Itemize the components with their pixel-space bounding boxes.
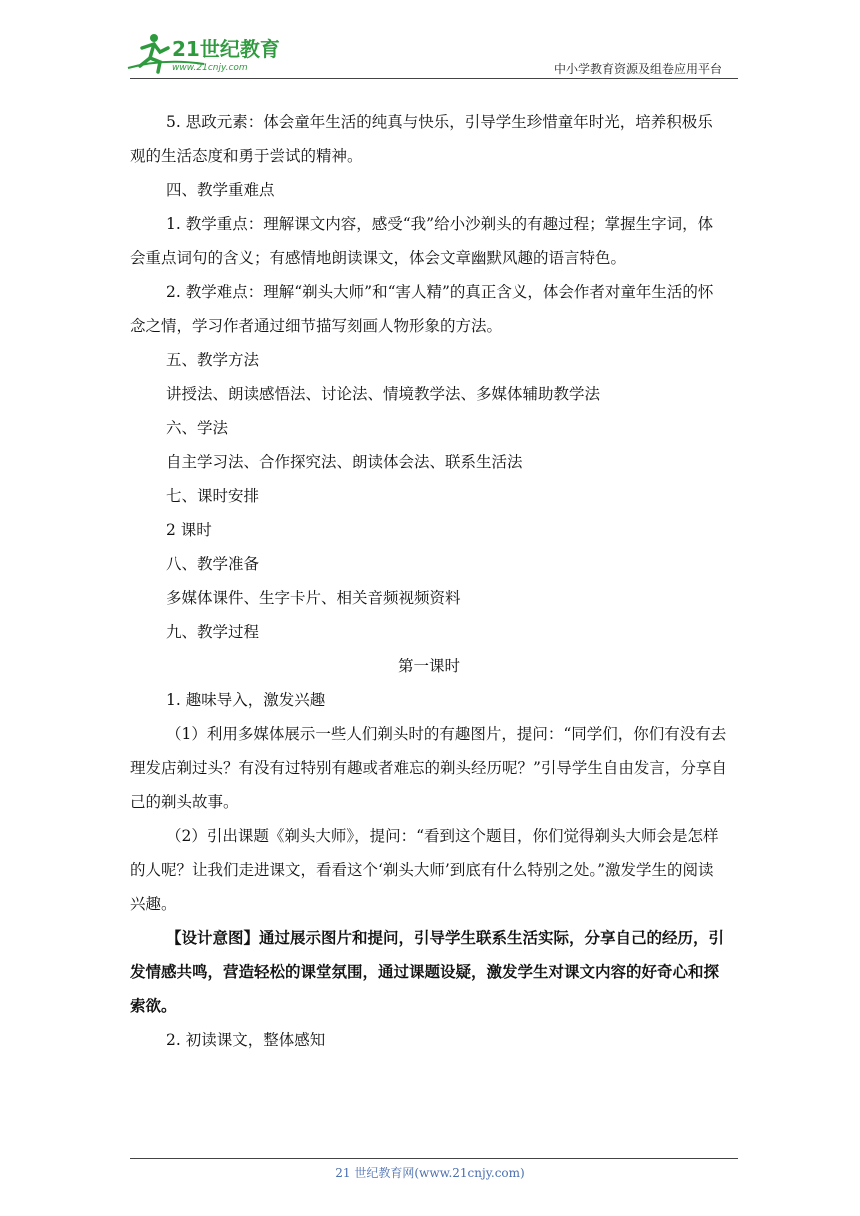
heading-preparation: 八、教学准备 [166,555,260,573]
page-footer: 21 世纪教育网(www.21cnjy.com) [335,1166,525,1180]
paragraph-design-intent: 【设计意图】通过展示图片和提问，引导学生联系生活实际，分享自己的经历，引发情感共鸣，营造轻松的课堂氛围，通过课题设疑，激发学生对课文内容的好奇心和探索欲。 [130,928,725,1015]
footer-divider [130,1158,738,1159]
section-first-lesson: 第一课时 [397,657,460,675]
header-platform-text: 中小学教育资源及组卷应用平台 [553,62,722,76]
heading-schedule: 七、课时安排 [166,487,260,505]
heading-step-1: 1. 趣味导入，激发兴趣 [166,691,326,709]
heading-process: 九、教学过程 [166,623,260,641]
paragraph-preparation: 多媒体课件、生字卡片、相关音频视频资料 [166,589,461,607]
heading-key-points: 四、教学重难点 [166,181,275,199]
paragraph-difficult-point: 2. 教学难点：理解“剃头大师”和“害人精”的真正含义，体会作者对童年生活的怀念之情，学习作者通过细节描写刻画人物形象的方法。 [130,283,714,335]
paragraph-ideology: 5. 思政元素：体会童年生活的纯真与快乐，引导学生珍惜童年时光，培养积极乐观的生活态度和勇于尝试的精神。 [130,113,713,165]
paragraph-step-1-2: （2）引出课题《剃头大师》，提问：“看到这个题目，你们觉得剃头大师会是怎样的人呢？让我们走进课文，看看这个‘剃头大师’到底有什么特别之处。”激发学生的阅读兴趣。 [130,827,719,913]
header-divider [130,78,738,79]
paragraph-key-point: 1. 教学重点：理解课文内容，感受“我”给小沙剃头的有趣过程；掌握生字词，体会重点词句的含义；有感情地朗读课文，体会文章幽默风趣的语言特色。 [130,215,714,267]
document-body [130,105,728,1057]
paragraph-learning-methods: 自主学习法、合作探究法、朗读体会法、联系生活法 [166,453,523,471]
logo [124,28,294,78]
paragraph-schedule: 2 课时 [166,521,212,539]
heading-step-2: 2. 初读课文，整体感知 [166,1031,326,1049]
paragraph-step-1-1: （1）利用多媒体展示一些人们剃头时的有趣图片，提问：“同学们，你们有没有去理发店剃过头？有没有过特别有趣或者难忘的剃头经历呢？”引导学生自由发言，分享自己的剃头故事。 [130,725,727,811]
heading-learning-methods: 六、学法 [166,419,229,437]
svg-text:21世纪教育: 21世纪教育 [172,37,280,61]
heading-methods: 五、教学方法 [166,351,260,369]
page-header [0,0,860,80]
svg-text:www.21cnjy.com: www.21cnjy.com [172,63,248,73]
paragraph-methods: 讲授法、朗读感悟法、讨论法、情境教学法、多媒体辅助教学法 [166,385,601,403]
logo-icon [124,28,294,78]
